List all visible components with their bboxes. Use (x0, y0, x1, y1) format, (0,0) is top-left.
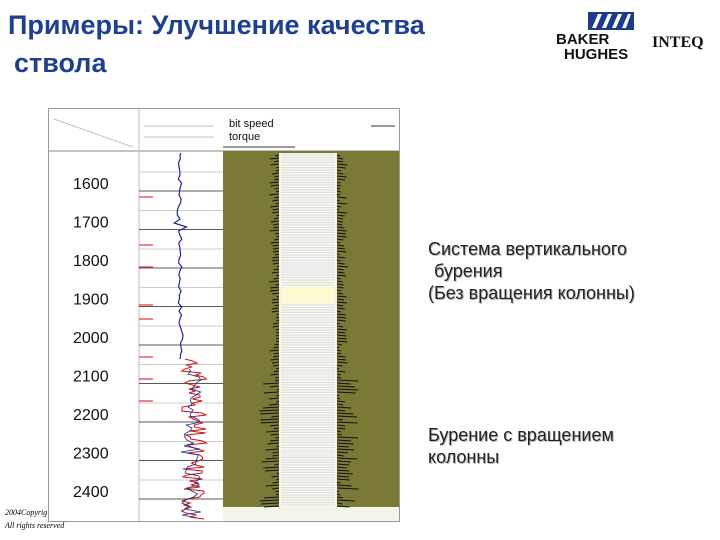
depth-label-1800: 1800 (73, 253, 109, 270)
depth-label-2100: 2100 (73, 368, 109, 386)
rotary-drilling-note (428, 424, 614, 468)
well-log-graphic (49, 109, 399, 521)
logo-baker-text: BAKER (556, 31, 610, 48)
slide-title (8, 6, 528, 82)
speckled-band-3 (281, 449, 335, 457)
rotary-note-line-1: Бурение с вращением (428, 425, 614, 445)
bottom-band (223, 507, 399, 521)
depth-label-2300: 2300 (73, 445, 109, 463)
torque-trace-lower (182, 359, 207, 519)
vertical-note-line-1: Система вертикального (428, 239, 628, 259)
bright-band (282, 287, 334, 303)
speckled-band-2 (281, 371, 335, 380)
legend-torque: torque (229, 131, 261, 143)
logo-hughes-text: HUGHES (564, 46, 629, 62)
rotary-note-line-2: колонны (428, 447, 500, 467)
copyright-line-2: All rights reserved (5, 521, 65, 530)
vertical-note-line-3: (Без вращения колонны) (428, 283, 635, 303)
depth-label-1600: 1600 (73, 176, 109, 193)
logo-inteq-text: INTEQ (652, 34, 704, 51)
vertical-drilling-note (428, 238, 635, 304)
copyright-footer (5, 506, 64, 532)
depth-label-1900: 1900 (73, 291, 109, 309)
vertical-note-line-2: бурения (434, 261, 503, 281)
logo-emblem-icon (588, 12, 634, 30)
well-log-panel (48, 108, 400, 522)
depth-label-2200: 2200 (73, 407, 109, 424)
depth-label-2000: 2000 (73, 330, 109, 347)
borehole-column (279, 153, 337, 521)
legend-bit-speed: bit speed (229, 118, 274, 130)
depth-label-1700: 1700 (73, 214, 109, 232)
title-line-1: Примеры: Улучшение качества (8, 10, 425, 40)
bit-speed-trace-upper (174, 153, 186, 359)
title-line-2: ствола (14, 48, 107, 78)
baker-hughes-inteq-logo (552, 10, 712, 62)
speckled-band-1 (281, 261, 335, 275)
copyright-line-1: 2004Copyrig (5, 508, 48, 517)
depth-label-2400: 2400 (73, 484, 109, 501)
